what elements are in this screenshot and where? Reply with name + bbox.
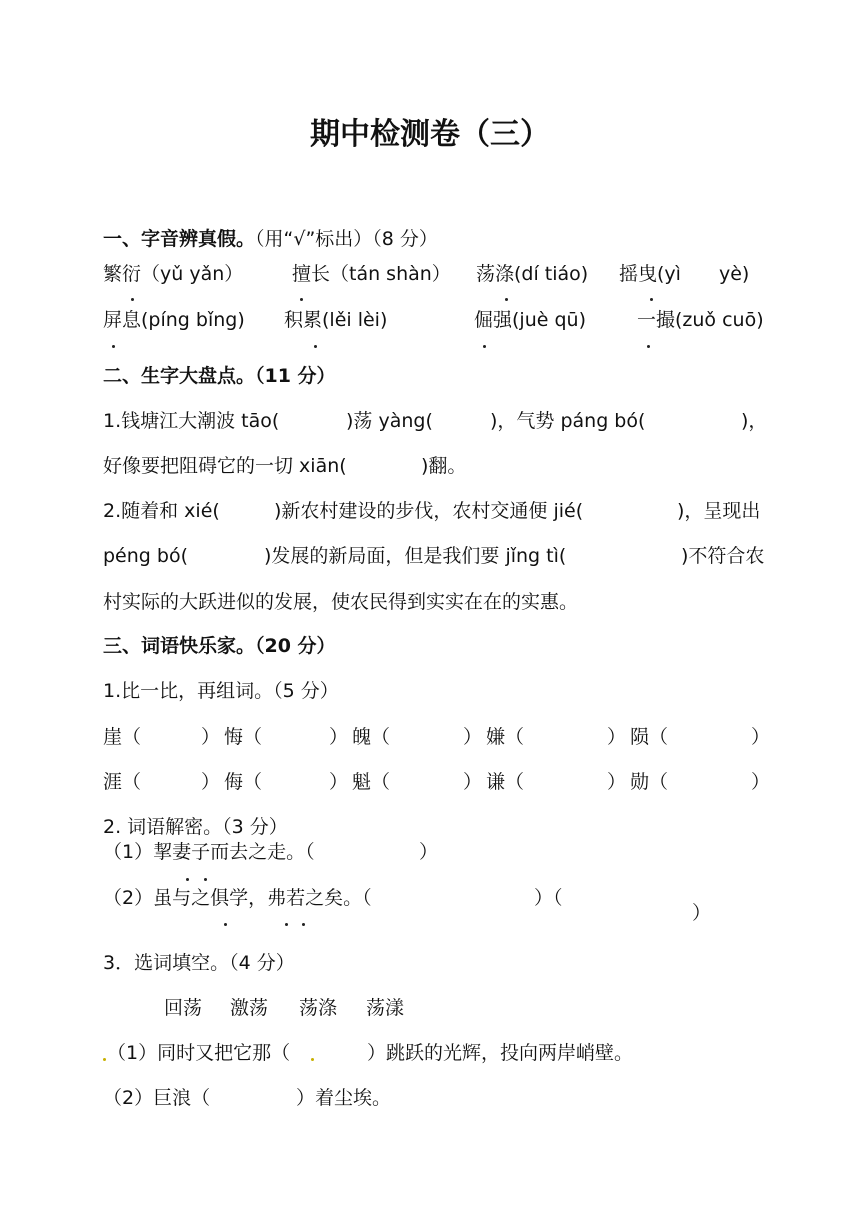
s3-q3-item1b: ）跳跃的光辉，投向两岸峭壁。	[367, 1042, 634, 1064]
emphasis-dot	[650, 298, 653, 301]
compare-char: 崖	[103, 726, 123, 748]
s3-q3-item1a: （1）同时又把它那（	[107, 1042, 291, 1064]
blank-paren: （	[243, 771, 263, 793]
s2-q1-part2: )荡 yàng(	[346, 410, 433, 432]
s2-q1-line2a: 好像要把阻碍它的一切 xiān(	[103, 455, 347, 477]
blank-paren: ）	[751, 726, 771, 748]
s3-q3-heading: 3．选词填空。（4 分）	[103, 952, 295, 974]
blank-paren: （	[649, 726, 669, 748]
s2-q2-line3: 村实际的大跃进似的发展，使农民得到实实在在的实惠。	[103, 591, 579, 613]
section-1-heading	[103, 230, 438, 249]
s1-item-shanchang: 擅长（tán shàn）	[292, 263, 451, 285]
section-1-heading-bold: 一、字音辨真假。	[103, 228, 256, 250]
mark-dot	[103, 1058, 106, 1061]
word-choice: 荡漾	[366, 997, 405, 1019]
blank-paren: （	[371, 726, 391, 748]
blank-paren: ）	[751, 771, 771, 793]
emphasis-dot	[302, 923, 305, 926]
s3-q2-item1: （1）挈妻子而去之走。（	[103, 841, 315, 863]
emphasis-dot	[505, 298, 508, 301]
s2-q2-line2a: péng bó(	[103, 545, 188, 567]
s2-q2-line2c: )不符合农	[681, 545, 765, 567]
s2-q1-part1: 1.钱塘江大潮波 tāo(	[103, 410, 280, 432]
emphasis-dot	[224, 923, 227, 926]
section-1-heading-rest: （用“√”标出）（8 分）	[255, 228, 438, 250]
emphasis-dot	[314, 345, 317, 348]
section-3-heading: 三、词语快乐家。（20 分）	[103, 635, 336, 657]
s3-q2-item2-mid: ）（	[534, 887, 563, 909]
blank-paren: （	[505, 771, 525, 793]
compare-char: 勋	[630, 771, 650, 793]
s2-q1-part4: )，	[741, 410, 768, 432]
s1-item-yaoye: 摇曳(yì	[619, 263, 681, 285]
blank-paren: （	[649, 771, 669, 793]
s1-item-pingxi: 屏息(píng bǐng)	[103, 309, 245, 331]
s3-q2-heading: 2. 词语解密。（3 分）	[103, 816, 288, 838]
emphasis-dot	[186, 878, 189, 881]
s1-item-juejiang: 倔强(juè qū)	[474, 309, 586, 331]
compare-char: 魄	[352, 726, 372, 748]
blank-paren: （	[243, 726, 263, 748]
blank-paren: ）	[329, 771, 349, 793]
s2-q2-part3: )，呈现出	[677, 500, 761, 522]
compare-char: 侮	[224, 771, 244, 793]
emphasis-dot	[300, 298, 303, 301]
blank-paren: ）	[607, 771, 627, 793]
blank-paren: ）	[607, 726, 627, 748]
compare-char: 悔	[224, 726, 244, 748]
compare-char: 嫌	[486, 726, 506, 748]
blank-paren: （	[505, 726, 525, 748]
mark-dot	[311, 1058, 314, 1061]
emphasis-dot	[112, 345, 115, 348]
s3-q3-item2a: （2）巨浪（	[103, 1087, 211, 1109]
s1-item-yaoye-option: yè)	[719, 263, 750, 285]
word-choice: 荡涤	[299, 997, 338, 1019]
s1-item-fanyan: 繁衍（yǔ yǎn）	[103, 263, 244, 285]
blank-paren: ）	[463, 771, 483, 793]
blank-paren: ）	[201, 726, 221, 748]
word-choice: 回荡	[164, 997, 203, 1019]
compare-char: 涯	[103, 771, 123, 793]
emphasis-dot	[204, 878, 207, 881]
compare-char: 谦	[486, 771, 506, 793]
word-choice: 激荡	[230, 997, 269, 1019]
blank-paren: ）	[329, 726, 349, 748]
s1-item-jilei: 积累(lěi lèi)	[284, 309, 388, 331]
blank-paren: （	[122, 771, 142, 793]
emphasis-dot	[483, 345, 486, 348]
s3-q2-item2-close: ）	[692, 902, 712, 924]
emphasis-dot	[285, 923, 288, 926]
s1-item-yicuo: 一撮(zuǒ cuō)	[637, 309, 764, 331]
blank-paren: ）	[201, 771, 221, 793]
s3-q3-item2b: ）着尘埃。	[296, 1087, 392, 1109]
s2-q2-part1: 2.随着和 xié(	[103, 500, 220, 522]
s2-q1-part3: )，气势 páng bó(	[490, 410, 646, 432]
compare-char: 陨	[630, 726, 650, 748]
emphasis-dot	[131, 298, 134, 301]
emphasis-dot	[647, 345, 650, 348]
s1-item-dangdi: 荡涤(dí tiáo)	[476, 263, 589, 285]
compare-char: 魁	[352, 771, 372, 793]
s2-q2-part2: )新农村建设的步伐，农村交通便 jié(	[274, 500, 584, 522]
blank-paren: （	[122, 726, 142, 748]
s3-q2-item1-close: ）	[419, 841, 439, 863]
section-2-heading: 二、生字大盘点。（11 分）	[103, 365, 336, 387]
blank-paren: ）	[463, 726, 483, 748]
s3-q2-item2: （2）虽与之俱学，弗若之矣。（	[103, 887, 372, 909]
s2-q2-line2b: )发展的新局面，但是我们要 jǐng tì(	[264, 545, 567, 567]
s2-q1-line2b: )翻。	[421, 455, 467, 477]
s3-q1-heading: 1.比一比，再组词。（5 分）	[103, 680, 339, 702]
page-title: 期中检测卷（三）	[310, 117, 550, 152]
blank-paren: （	[371, 771, 391, 793]
